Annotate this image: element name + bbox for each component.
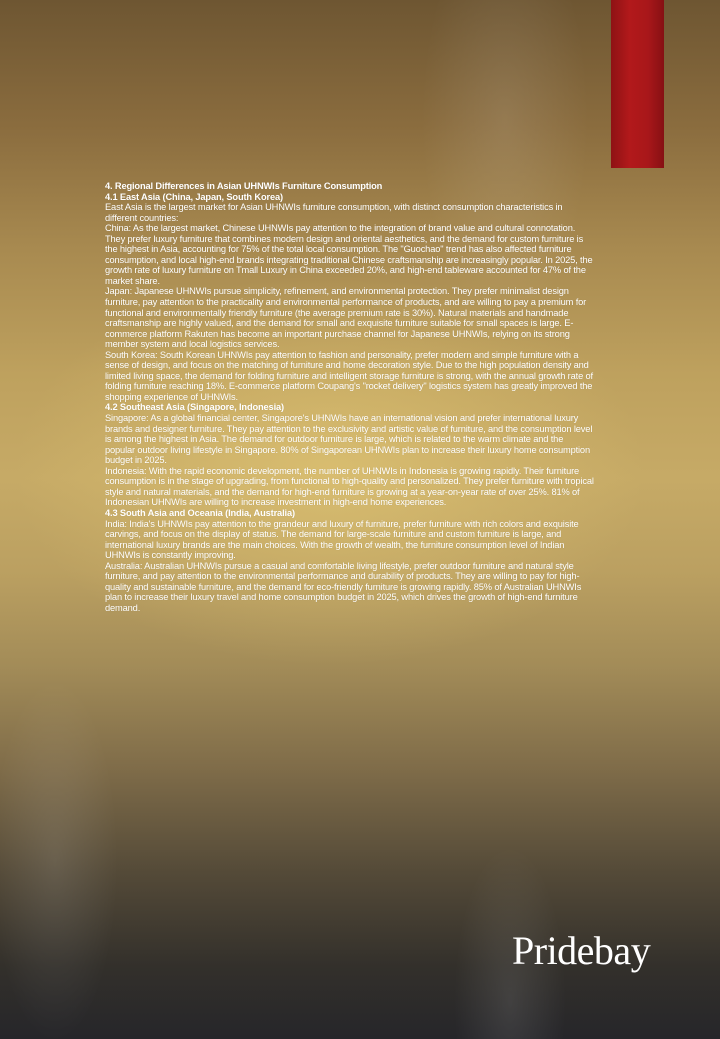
subsection-heading-southeast-asia: 4.2 Southeast Asia (Singapore, Indonesia)	[105, 402, 284, 413]
paragraph-japan: Japan: Japanese UHNWIs pursue simplicity, refinement, and environmental protection. They prefer minimalist design furniture, pay attention to the practicality and environmental performance of products, and are willing to pay a premium for functional and environmentally friendly furniture (the average premium rate is 30%). Natural materials and handmade craftsmanship are highly valued, and the demand for small and exquisite furniture suitable for small spaces is large. E-commerce platform Rakuten has become an important purchase channel for Japanese UHNWIs, relying on its strong member system and local logistics services.	[105, 286, 587, 350]
paragraph-indonesia: Indonesia: With the rapid economic development, the number of UHNWIs in Indonesia is growing rapidly. Their furniture consumption is in the stage of upgrading, from functional to high-quality and personalized. They prefer furniture with tropical style and natural materials, and the demand for high-end furniture is growing at a year-on-year rate of over 25%. 81% of Indonesian UHNWIs are willing to increase investment in high-end home experiences.	[105, 465, 594, 508]
section-title: 4. Regional Differences in Asian UHNWIs Furniture Consumption	[105, 181, 383, 191]
brand-logo: Pridebay	[512, 928, 651, 973]
subsection-heading-east-asia: 4.1 East Asia (China, Japan, South Korea)	[105, 191, 283, 202]
paragraph-india: India: India's UHNWIs pay attention to the grandeur and luxury of furniture, prefer furniture with rich colors and exquisite carvings, and focus on the display of status. The demand for large-scale furniture and custom furniture is large, and international luxury brands are the main choices. With the growth of wealth, the furniture consumption level of Indian UHNWIs is constantly improving.	[105, 518, 579, 561]
report-body	[105, 181, 595, 613]
paragraph-china: China: As the largest market, Chinese UHNWIs pay attention to the integration of brand value and cultural connotation. They prefer luxury furniture that combines modern design and oriental aesthetics, and the demand for custom furniture is the highest in Asia, accounting for 75% of the total local consumption. The "Guochao" trend has also affected furniture consumption, and local high-end brands integrating traditional Chinese craftsmanship are increasingly popular. In 2025, the growth rate of luxury furniture on Tmall Luxury in China exceeded 20%, and high-end tableware accounted for 47% of the market share.	[105, 223, 593, 286]
subsection-heading-south-asia-oceania: 4.3 South Asia and Oceania (India, Australia)	[105, 507, 295, 518]
paragraph-singapore: Singapore: As a global financial center, Singapore's UHNWIs have an international vision and prefer international luxury brands and designer furniture. They pay attention to the exclusivity and artistic value of furniture, and the consumption level is among the highest in Asia. The demand for outdoor furniture is large, which is related to the warm climate and the popular outdoor living lifestyle in Singapore. 80% of Singaporean UHNWIs plan to increase their luxury home consumption budget in 2025.	[105, 413, 593, 466]
paragraph-australia: Australia: Australian UHNWIs pursue a casual and comfortable living lifestyle, prefer outdoor furniture and natural style furniture, and pay attention to the environmental performance and durability of products. They are willing to pay for high-quality and sustainable furniture, and the demand for eco-friendly furniture is growing rapidly. 85% of Australian UHNWIs plan to increase their luxury travel and home consumption budget in 2025, which drives the growth of high-end furniture demand.	[105, 560, 582, 613]
paragraph-east-asia-intro: East Asia is the largest market for Asian UHNWIs furniture consumption, with distinct consumption characteristics in different countries:	[105, 202, 563, 223]
paragraph-south-korea: South Korea: South Korean UHNWIs pay attention to fashion and personality, prefer modern and simple furniture with a sense of design, and focus on the matching of furniture and home decoration style. Due to the high population density and limited living space, the demand for folding furniture and intelligent storage furniture is strong, with the annual growth rate of folding furniture reaching 18%. E-commerce platform Coupang's "rocket delivery" logistics system has greatly improved the shopping experience of UHNWIs.	[105, 349, 593, 402]
bookmark-ribbon	[611, 0, 664, 168]
